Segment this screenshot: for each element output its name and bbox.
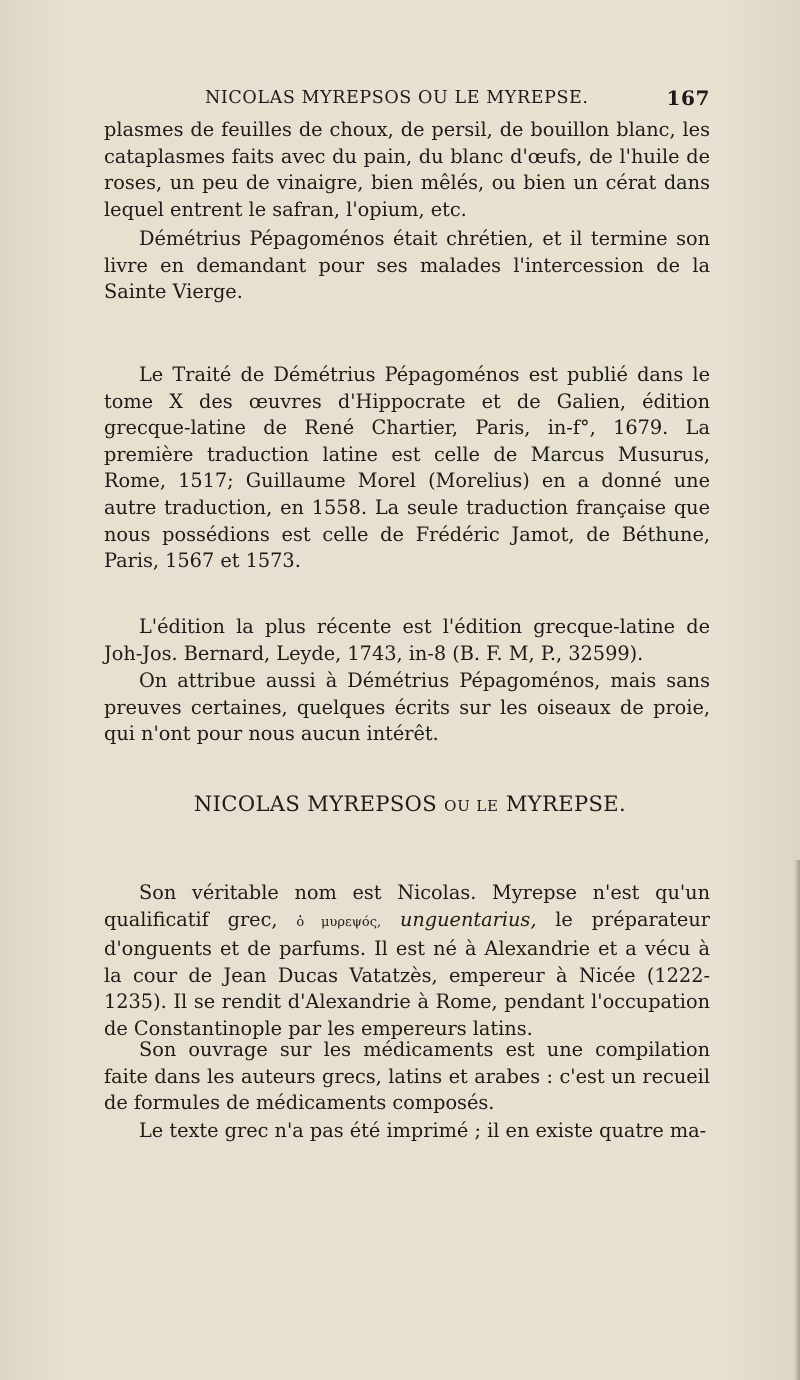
page-number: 167: [666, 86, 710, 110]
greek-term: ὁ μυρεψός,: [296, 914, 382, 930]
paragraph-text: [104, 880, 710, 1043]
paragraph-attributed-writings: [104, 668, 710, 748]
latin-term: unguentarius,: [399, 907, 537, 931]
section-heading-suffix: MYREPSE.: [505, 792, 627, 816]
paragraph-text: plasmes de feuilles de choux, de persil, de bouillon blanc, les cataplasmes faits avec du pain, du blanc d'œufs, de l'huile de roses, un peu de vinaigre, bien mêlés, ou bien un cérat dans lequel entrent le safran, l'opium, etc.: [104, 118, 710, 221]
paragraph-compilation: [104, 1037, 710, 1117]
running-title: NICOLAS MYREPSOS OU LE MYREPSE.: [205, 88, 589, 108]
paragraph-remedies-continued: [104, 117, 710, 223]
running-header: [205, 88, 710, 114]
paragraph-text: Le Traité de Démétrius Pépagoménos est publié dans le tome X des œuvres d'Hippocrate et de Galien, édition grecque-latine de René Chartier, Paris, in-f°, 1679. La première traduction latine est celle de Marcus Musurus, Rome, 1517; Guillaume Morel (Morelius) en a donné une autre traduction, en 1558. La seule traduction française que nous possédions est celle de Frédéric Jamot, de Béthune, Paris, 1567 et 1573.: [104, 363, 710, 573]
page-edge-shadow: [794, 860, 800, 1380]
paragraph-recent-edition: [104, 614, 710, 667]
paragraph-text-part: le préparateur d'onguents et de parfums. Il est né à Alexandrie et a vécu à la cour de Jean Ducas Vatatzès, empereur à Nicée (1222-1235). Il se rendit d'Alexandrie à Rome, pendant l'occupation de Constantinople par les empereurs latins.: [104, 907, 710, 1040]
section-heading-connector: OU LE: [444, 797, 499, 815]
paragraph-text: Son ouvrage sur les médicaments est une compilation faite dans les auteurs grecs, latins et arabes : c'est un recueil de formules de médicaments composés.: [104, 1038, 710, 1115]
paragraph-editions-translations: [104, 362, 710, 575]
paragraph-myrepsos-biography: [104, 880, 710, 1043]
paragraph-text: On attribue aussi à Démétrius Pépagoménos, mais sans preuves certaines, quelques écrits sur les oiseaux de proie, qui n'ont pour nous aucun intérêt.: [104, 669, 710, 746]
paragraph-christian-intercession: [104, 226, 710, 306]
section-heading-name: NICOLAS MYREPSOS: [193, 792, 438, 816]
section-heading: [140, 792, 680, 816]
paragraph-text: L'édition la plus récente est l'édition grecque-latine de Joh-Jos. Bernard, Leyde, 1743, in-8 (B. F. M, P., 32599).: [104, 615, 710, 665]
paragraph-text: Le texte grec n'a pas été imprimé ; il en existe quatre ma-: [139, 1119, 707, 1142]
paragraph-text-part: Son véritable nom est Nicolas. Myrepse n'est qu'un qualificatif grec,: [104, 881, 710, 931]
paragraph-manuscripts: [104, 1118, 710, 1145]
paragraph-text: Démétrius Pépagoménos était chrétien, et il termine son livre en demandant pour ses malades l'intercession de la Sainte Vierge.: [104, 227, 710, 304]
